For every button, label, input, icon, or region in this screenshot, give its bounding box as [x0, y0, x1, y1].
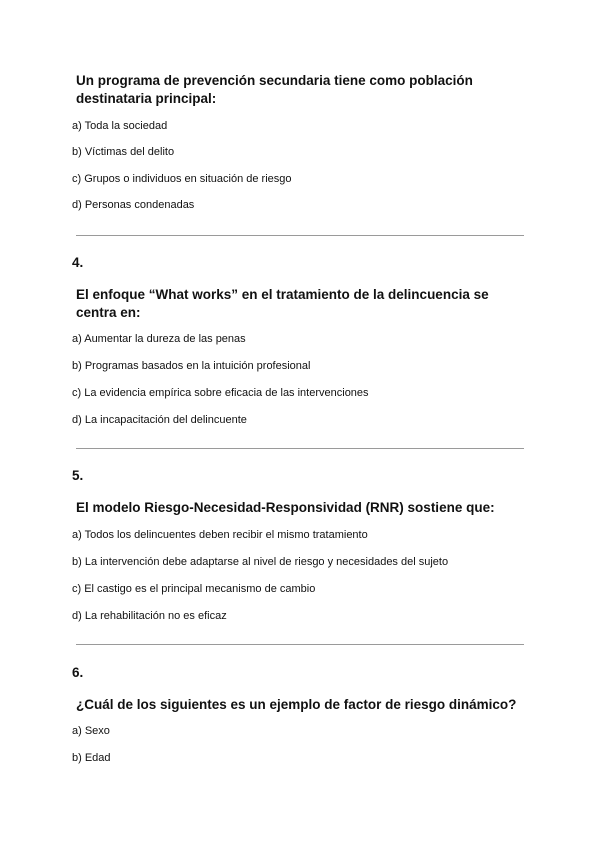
option-a: a) Sexo — [72, 725, 110, 737]
option-b: b) Víctimas del delito — [72, 146, 175, 158]
question-6-text — [72, 696, 524, 714]
question-4-text — [72, 286, 524, 322]
question-number: 6. — [72, 665, 84, 680]
option-b: b) La intervención debe adaptarse al nivel de riesgo y necesidades del sujeto — [72, 556, 449, 568]
option-d: d) Personas condenadas — [72, 199, 195, 211]
option-c: c) La evidencia empírica sobre eficacia de las intervenciones — [72, 387, 369, 399]
option-b: b) Edad — [72, 752, 111, 764]
question-text: El enfoque “What works” en el tratamiento de la delincuencia se centra en: — [76, 287, 489, 320]
option-c: c) El castigo es el principal mecanismo de cambio — [72, 583, 316, 595]
question-6 — [72, 665, 524, 680]
section-divider — [76, 235, 524, 236]
option-a: a) Aumentar la dureza de las penas — [72, 333, 246, 345]
question-text: Un programa de prevención secundaria tiene como población destinataria principal: — [76, 73, 473, 106]
option-d: d) La rehabilitación no es eficaz — [72, 610, 227, 622]
question-text: ¿Cuál de los siguientes es un ejemplo de factor de riesgo dinámico? — [76, 697, 517, 712]
section-divider — [76, 644, 524, 645]
question-number: 5. — [72, 468, 84, 483]
option-d: d) La incapacitación del delincuente — [72, 414, 247, 426]
option-a: a) Todos los delincuentes deben recibir el mismo tratamiento — [72, 529, 368, 541]
question-number: 4. — [72, 255, 84, 270]
question-3 — [72, 72, 524, 108]
question-5-text — [72, 499, 524, 517]
option-b: b) Programas basados en la intuición profesional — [72, 360, 311, 372]
question-4 — [72, 255, 524, 270]
question-5 — [72, 468, 524, 483]
section-divider — [76, 448, 524, 449]
option-a: a) Toda la sociedad — [72, 120, 168, 132]
question-text: El modelo Riesgo-Necesidad-Responsividad (RNR) sostiene que: — [76, 500, 495, 515]
option-c: c) Grupos o individuos en situación de riesgo — [72, 173, 292, 185]
